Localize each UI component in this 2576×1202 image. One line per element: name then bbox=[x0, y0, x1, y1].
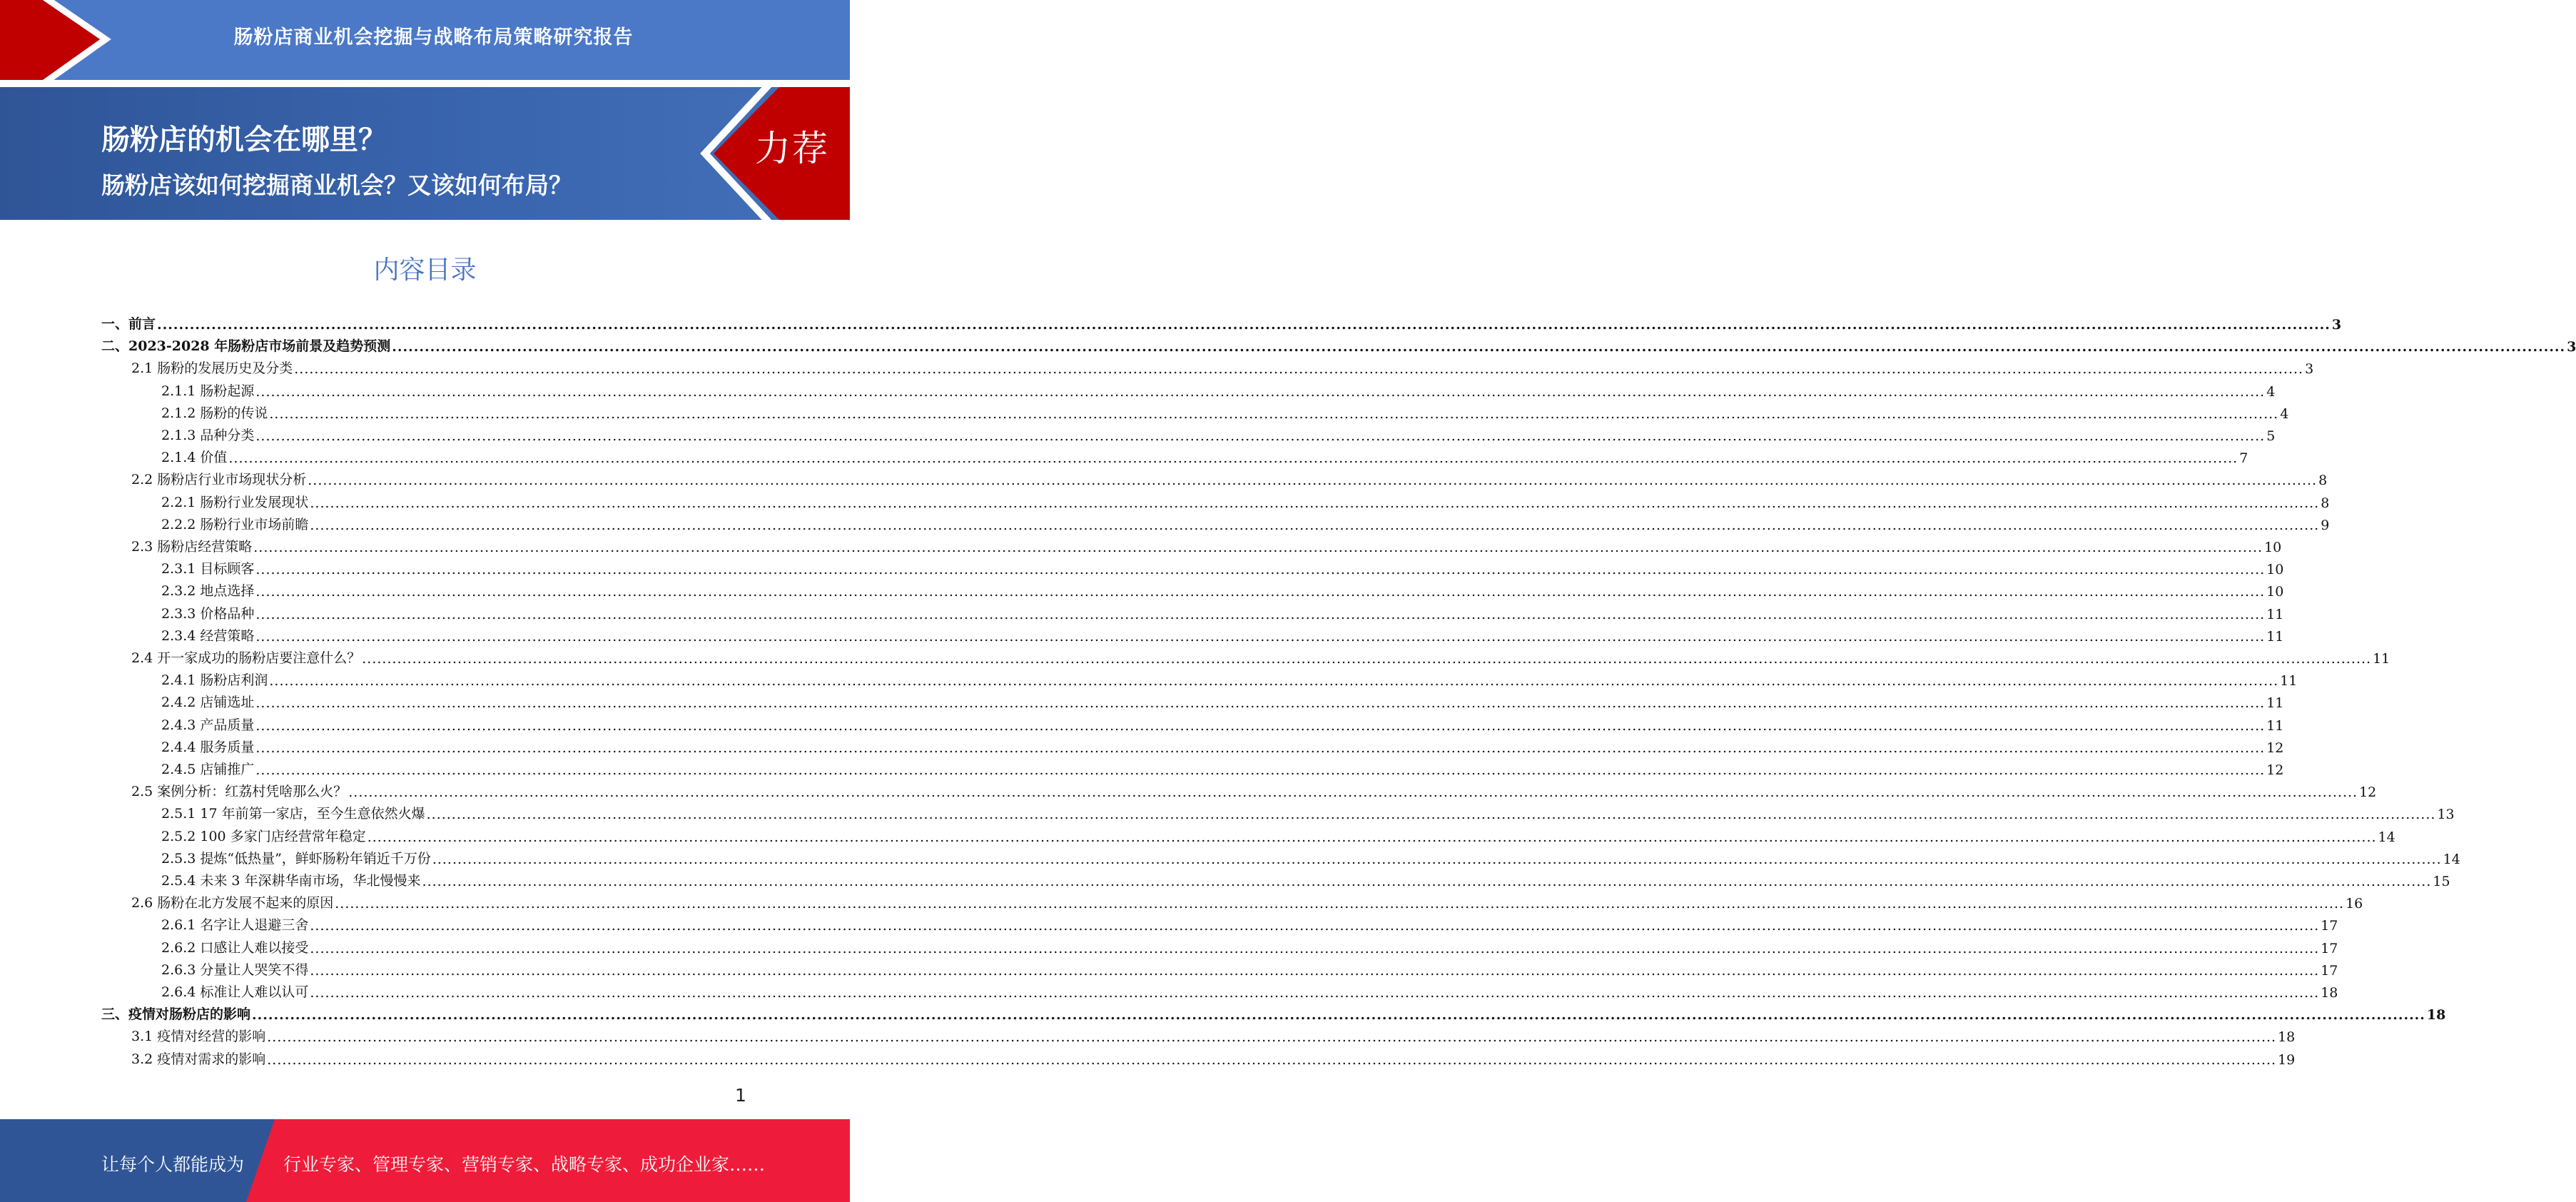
toc-entry[interactable] bbox=[161, 734, 2284, 756]
toc-dot-leader: ................................................................................................................................................................................................................................................................................................................................................................................................................ bbox=[255, 717, 2266, 734]
toc-entry[interactable] bbox=[161, 667, 2298, 690]
toc-entry-page: 3 bbox=[2331, 317, 2342, 333]
toc-entry-page: 11 bbox=[2280, 673, 2298, 690]
toc-entry-page: 12 bbox=[2359, 784, 2377, 801]
toc-entry[interactable] bbox=[161, 400, 2289, 422]
toc-entry[interactable] bbox=[161, 712, 2284, 734]
toc-entry-label: 2.6.1 名字让人退避三舍 bbox=[161, 917, 309, 934]
toc-dot-leader: ................................................................................................................................................................................................................................................................................................................................................................................................................ bbox=[157, 317, 2331, 333]
toc-entry-page: 10 bbox=[2264, 540, 2282, 555]
toc-dot-leader: ................................................................................................................................................................................................................................................................................................................................................................................................................ bbox=[310, 962, 2320, 979]
toc-dot-leader: ................................................................................................................................................................................................................................................................................................................................................................................................................ bbox=[310, 940, 2320, 956]
toc-dot-leader: ................................................................................................................................................................................................................................................................................................................................................................................................................ bbox=[267, 1029, 2277, 1046]
toc-entry-page: 18 bbox=[2278, 1029, 2296, 1046]
toc-entry-label: 2.4.2 店铺选址 bbox=[161, 695, 255, 711]
toc-entry-page: 9 bbox=[2321, 517, 2330, 533]
toc-dot-leader: ................................................................................................................................................................................................................................................................................................................................................................................................................ bbox=[432, 851, 2442, 867]
toc-dot-leader: ................................................................................................................................................................................................................................................................................................................................................................................................................ bbox=[269, 673, 2279, 690]
toc-entry[interactable] bbox=[131, 1046, 2296, 1068]
toc-entry[interactable] bbox=[101, 1001, 2446, 1024]
toc-dot-leader: ................................................................................................................................................................................................................................................................................................................................................................................................................ bbox=[422, 874, 2432, 889]
toc-entry-page: 7 bbox=[2239, 450, 2248, 467]
toc-dot-leader: ................................................................................................................................................................................................................................................................................................................................................................................................................ bbox=[310, 918, 2320, 934]
toc-entry-label: 2.1.2 肠粉的传说 bbox=[161, 405, 268, 421]
toc-dot-leader: ................................................................................................................................................................................................................................................................................................................................................................................................................ bbox=[255, 428, 2266, 444]
toc-entry-page: 16 bbox=[2346, 896, 2363, 912]
toc-entry[interactable] bbox=[161, 601, 2284, 622]
toc-entry[interactable] bbox=[161, 868, 2450, 889]
toc-entry-page: 3 bbox=[2305, 361, 2314, 378]
toc-entry[interactable] bbox=[161, 445, 2248, 467]
toc-entry[interactable] bbox=[101, 333, 2576, 355]
toc-entry[interactable] bbox=[161, 623, 2284, 645]
toc-entry[interactable] bbox=[161, 846, 2460, 867]
toc-entry-label: 2.5.1 17 年前第一家店，至今生意依然火爆 bbox=[161, 806, 425, 822]
toc-dot-leader: ................................................................................................................................................................................................................................................................................................................................................................................................................ bbox=[267, 1051, 2277, 1068]
toc-entry-label: 2.4 开一家成功的肠粉店要注意什么？ bbox=[131, 650, 361, 666]
toc-entry-label: 2.1.4 价值 bbox=[161, 450, 228, 466]
toc-entry[interactable] bbox=[131, 355, 2314, 378]
toc-entry-page: 17 bbox=[2321, 918, 2338, 934]
page-number: 1 bbox=[735, 1085, 746, 1106]
toc-entry-page: 11 bbox=[2266, 717, 2284, 734]
toc-dot-leader: ................................................................................................................................................................................................................................................................................................................................................................................................................ bbox=[348, 784, 2358, 801]
toc-entry-label: 2.6.2 口感让人难以接受 bbox=[161, 939, 309, 956]
toc-entry[interactable] bbox=[161, 690, 2284, 712]
toc-entry-page: 18 bbox=[2426, 1007, 2446, 1024]
toc-entry-label: 2.1.1 肠粉起源 bbox=[161, 383, 255, 399]
toc-entry-label: 2.3.3 价格品种 bbox=[161, 605, 255, 622]
toc-dot-leader: ................................................................................................................................................................................................................................................................................................................................................................................................................ bbox=[255, 383, 2266, 400]
hero-question-1: 肠粉店的机会在哪里？ bbox=[101, 123, 387, 156]
footer-band bbox=[0, 1119, 850, 1202]
toc-entry[interactable] bbox=[161, 512, 2330, 533]
toc-entry-label: 2.5 案例分析：红荔村凭啥那么火？ bbox=[131, 784, 348, 800]
toc-entry-label: 2.3.1 目标顾客 bbox=[161, 561, 255, 577]
toc-entry-page: 19 bbox=[2278, 1051, 2296, 1068]
toc-dot-leader: ................................................................................................................................................................................................................................................................................................................................................................................................................ bbox=[310, 517, 2320, 533]
report-title: 肠粉店商业机会挖掘与战略布局策略研究报告 bbox=[233, 26, 634, 49]
toc-dot-leader: ................................................................................................................................................................................................................................................................................................................................................................................................................ bbox=[310, 985, 2320, 1001]
toc-dot-leader: ................................................................................................................................................................................................................................................................................................................................................................................................................ bbox=[269, 405, 2279, 422]
toc-dot-leader: ................................................................................................................................................................................................................................................................................................................................................................................................................ bbox=[308, 473, 2318, 489]
toc-entry-page: 4 bbox=[2280, 405, 2289, 422]
toc-entry[interactable] bbox=[131, 645, 2390, 667]
toc-dot-leader: ................................................................................................................................................................................................................................................................................................................................................................................................................ bbox=[255, 739, 2266, 756]
toc-title: 内容目录 bbox=[373, 256, 477, 285]
toc-entry-label: 3.2 疫情对需求的影响 bbox=[131, 1051, 266, 1067]
toc-entry-label: 2.6 肠粉在北方发展不起来的原因 bbox=[131, 895, 334, 911]
toc-entry-label: 2.5.4 未来 3 年深耕华南市场，华北慢慢来 bbox=[161, 873, 421, 889]
toc-entry[interactable] bbox=[131, 890, 2363, 912]
toc-entry[interactable] bbox=[161, 824, 2395, 845]
toc-entry-page: 11 bbox=[2266, 628, 2284, 645]
toc-entry-label: 2.5.2 100 多家门店经营常年稳定 bbox=[161, 828, 366, 844]
toc-entry-label: 2.6.3 分量让人哭笑不得 bbox=[161, 961, 309, 978]
toc-dot-leader: ................................................................................................................................................................................................................................................................................................................................................................................................................ bbox=[253, 540, 2263, 555]
toc-entry[interactable] bbox=[161, 556, 2284, 578]
toc-dot-leader: ................................................................................................................................................................................................................................................................................................................................................................................................................ bbox=[228, 450, 2238, 467]
toc-entry-page: 14 bbox=[2378, 829, 2395, 845]
toc-entry-page: 10 bbox=[2266, 584, 2284, 600]
toc-entry-label: 三、疫情对肠粉店的影响 bbox=[101, 1006, 251, 1023]
toc-entry[interactable] bbox=[161, 490, 2330, 511]
toc-entry-label: 2.1 肠粉的发展历史及分类 bbox=[131, 360, 293, 377]
toc-entry-label: 3.1 疫情对经营的影响 bbox=[131, 1029, 266, 1045]
toc-dot-leader: ................................................................................................................................................................................................................................................................................................................................................................................................................ bbox=[255, 628, 2266, 645]
toc-entry-label: 2.4.1 肠粉店利润 bbox=[161, 672, 268, 689]
toc-entry[interactable] bbox=[131, 779, 2377, 801]
toc-entry[interactable] bbox=[161, 912, 2338, 934]
toc-entry-page: 11 bbox=[2266, 606, 2284, 622]
toc-dot-leader: ................................................................................................................................................................................................................................................................................................................................................................................................................ bbox=[252, 1007, 2425, 1024]
toc-entry-page: 3 bbox=[2567, 339, 2576, 355]
toc-entry-label: 2.1.3 品种分类 bbox=[161, 428, 255, 443]
toc-entry-label: 2.4.4 服务质量 bbox=[161, 739, 255, 755]
footer-slogan-left: 让每个人都能成为 bbox=[101, 1154, 245, 1175]
toc-entry-page: 14 bbox=[2443, 851, 2460, 867]
toc-entry-label: 2.2 肠粉店行业市场现状分析 bbox=[131, 472, 307, 488]
toc-entry-page: 4 bbox=[2266, 383, 2276, 400]
recommend-badge: 力荐 bbox=[755, 128, 829, 169]
toc-entry-page: 12 bbox=[2266, 739, 2284, 756]
toc-dot-leader: ................................................................................................................................................................................................................................................................................................................................................................................................................ bbox=[362, 651, 2372, 667]
toc-entry[interactable] bbox=[161, 378, 2276, 400]
toc-entry-page: 15 bbox=[2433, 874, 2450, 889]
toc-entry-page: 8 bbox=[2321, 495, 2330, 511]
toc-entry[interactable] bbox=[101, 311, 2342, 333]
toc-dot-leader: ................................................................................................................................................................................................................................................................................................................................................................................................................ bbox=[255, 762, 2266, 778]
toc-entry[interactable] bbox=[161, 935, 2338, 956]
toc-entry[interactable] bbox=[161, 801, 2455, 823]
toc-entry-label: 二、2023-2028 年肠粉店市场前景及趋势预测 bbox=[101, 338, 391, 355]
toc-dot-leader: ................................................................................................................................................................................................................................................................................................................................................................................................................ bbox=[310, 495, 2320, 511]
toc-dot-leader: ................................................................................................................................................................................................................................................................................................................................................................................................................ bbox=[367, 829, 2377, 845]
toc-dot-leader: ................................................................................................................................................................................................................................................................................................................................................................................................................ bbox=[255, 606, 2266, 622]
toc-entry-page: 12 bbox=[2266, 762, 2284, 778]
toc-entry-label: 2.6.4 标准让人难以认可 bbox=[161, 984, 309, 1000]
toc-entry[interactable] bbox=[131, 1024, 2296, 1046]
hero-banner bbox=[0, 87, 850, 220]
toc-entry-page: 13 bbox=[2437, 807, 2455, 823]
toc-entry-label: 2.4.5 店铺推广 bbox=[161, 762, 255, 777]
toc-entry-page: 11 bbox=[2266, 695, 2284, 712]
toc-entry[interactable] bbox=[131, 534, 2282, 555]
toc-entry-label: 2.3.4 经营策略 bbox=[161, 627, 255, 644]
toc-entry-label: 2.3 肠粉店经营策略 bbox=[131, 539, 253, 555]
toc-entry-page: 8 bbox=[2318, 473, 2328, 489]
toc-dot-leader: ................................................................................................................................................................................................................................................................................................................................................................................................................ bbox=[255, 584, 2266, 600]
toc-dot-leader: ................................................................................................................................................................................................................................................................................................................................................................................................................ bbox=[294, 361, 2304, 378]
toc-entry-label: 一、前言 bbox=[101, 316, 156, 332]
toc-entry[interactable] bbox=[161, 757, 2284, 778]
toc-entry[interactable] bbox=[161, 979, 2338, 1001]
toc-entry-page: 5 bbox=[2266, 428, 2276, 444]
toc-entry-label: 2.2.1 肠粉行业发展现状 bbox=[161, 494, 309, 510]
toc-dot-leader: ................................................................................................................................................................................................................................................................................................................................................................................................................ bbox=[255, 695, 2266, 712]
toc-entry-page: 18 bbox=[2321, 985, 2338, 1001]
toc-entry[interactable] bbox=[161, 578, 2284, 600]
toc-dot-leader: ................................................................................................................................................................................................................................................................................................................................................................................................................ bbox=[255, 562, 2266, 578]
toc-dot-leader: ................................................................................................................................................................................................................................................................................................................................................................................................................ bbox=[392, 339, 2566, 355]
toc-entry[interactable] bbox=[161, 423, 2276, 444]
toc-entry-label: 2.2.2 肠粉行业市场前瞻 bbox=[161, 516, 309, 532]
toc-entry-page: 11 bbox=[2373, 651, 2390, 667]
toc-dot-leader: ................................................................................................................................................................................................................................................................................................................................................................................................................ bbox=[426, 807, 2436, 823]
report-header-band bbox=[0, 0, 850, 80]
toc-entry-page: 10 bbox=[2266, 562, 2284, 578]
toc-dot-leader: ................................................................................................................................................................................................................................................................................................................................................................................................................ bbox=[335, 896, 2345, 912]
toc-entry[interactable] bbox=[131, 467, 2328, 489]
toc-entry-page: 17 bbox=[2321, 940, 2338, 956]
toc-entry-label: 2.3.2 地点选择 bbox=[161, 583, 255, 600]
hero-question-2: 肠粉店该如何挖掘商业机会？又该如何布局？ bbox=[101, 171, 572, 199]
toc-entry-label: 2.5.3 提炼“低热量”，鲜虾肠粉年销近千万份 bbox=[161, 850, 431, 867]
footer-slogan-right: 行业专家、管理专家、营销专家、战略专家、成功企业家…… bbox=[283, 1154, 766, 1175]
toc-entry-page: 17 bbox=[2321, 962, 2338, 979]
toc-entry-label: 2.4.3 产品质量 bbox=[161, 717, 255, 733]
toc-entry[interactable] bbox=[161, 957, 2338, 979]
